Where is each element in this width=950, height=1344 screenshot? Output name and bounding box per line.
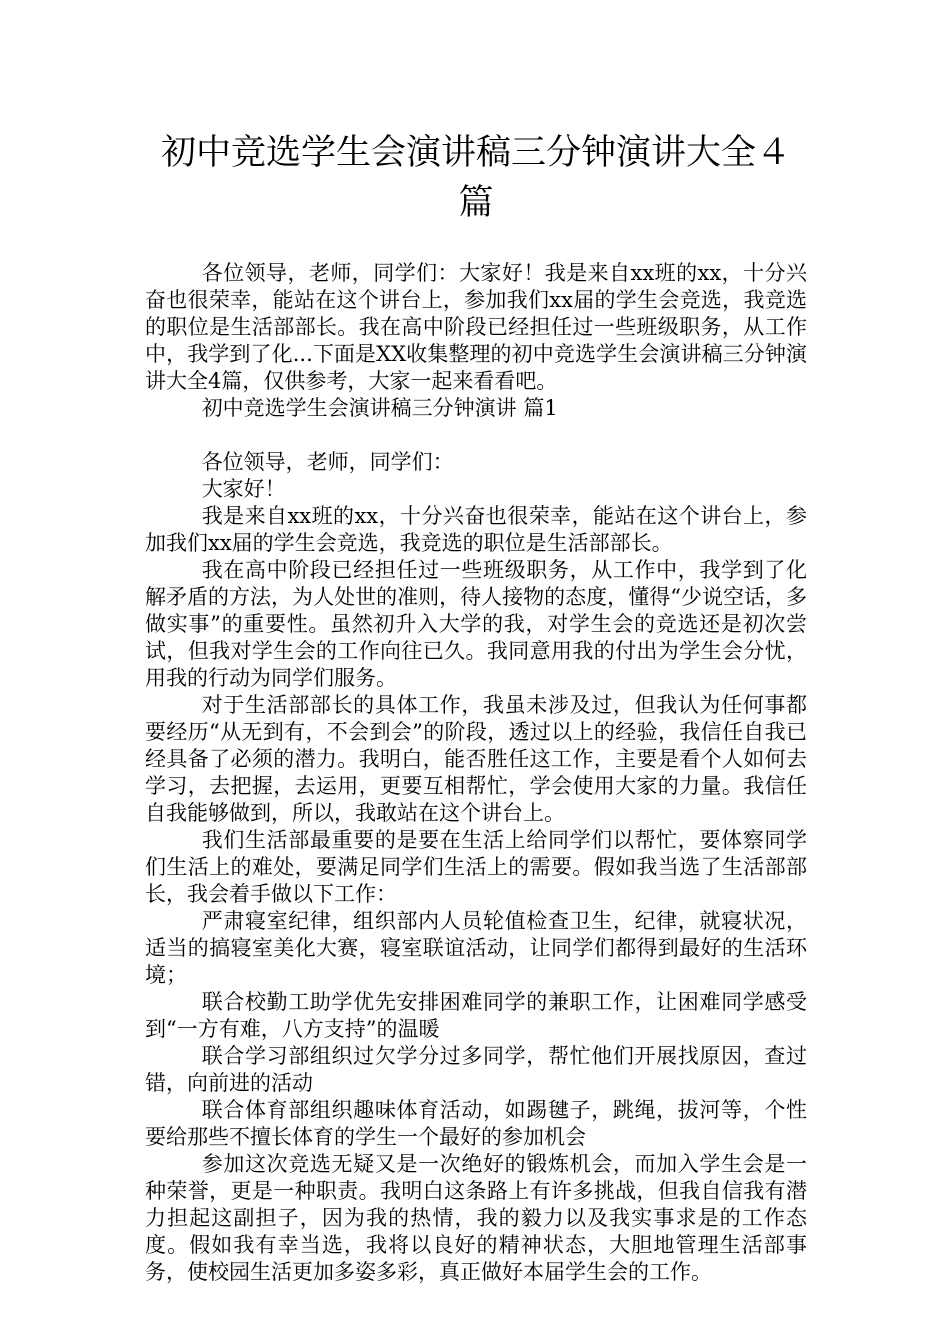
paragraph-conclusion: 参加这次竞选无疑又是一次绝好的锻炼机会，而加入学生会是一种荣誉，更是一种职责。我明白这条路上有许多挑战，但我自信我有潜力担起这副担子，因为我的热情，我的毅力以及我实事求是的工作态度。假如我有幸当选，我将以良好的精神状态，大胆地管理生活部事务，使校园生活更加多姿多彩，真正做好本届学生会的工作。 [145, 1152, 807, 1284]
section-heading: 初中竞选学生会演讲稿三分钟演讲 篇1 [201, 396, 558, 420]
paragraph-plan-dorm: 严肃寝室纪律，组织部内人员轮值检查卫生，纪律，就寝状况，适当的搞寝室美化大赛，寝室联谊活动，让同学们都得到最好的生活环境； [145, 909, 807, 987]
paragraph-capability: 对于生活部部长的具体工作，我虽未涉及过，但我认为任何事都要经历“从无到有，不会到会”的阶段，透过以上的经验，我信任自我已经具备了必须的潜力。我明白，能否胜任这工作，主要是看个人如何去学习，去把握，去运用，更要互相帮忙，学会使用大家的力量。我信任自我能够做到，所以，我敢站在这个讲台上。 [145, 693, 807, 825]
paragraph-self-intro: 我是来自xx班的xx，十分兴奋也很荣幸，能站在这个讲台上，参加我们xx届的学生会竞选，我竞选的职位是生活部部长。 [145, 504, 807, 555]
document-title: 初中竞选学生会演讲稿三分钟演讲大全４篇 [160, 133, 791, 223]
paragraph-hello: 大家好！ [201, 477, 286, 501]
paragraph-plan-sports: 联合体育部组织趣味体育活动，如踢毽子，跳绳，拔河等，个性要给那些不擅长体育的学生一个最好的参加机会 [145, 1098, 807, 1149]
paragraph-plan-workstudy: 联合校勤工助学优先安排困难同学的兼职工作，让困难同学感受到“一方有难，八方支持”的温暖 [145, 990, 807, 1041]
blank-line [145, 422, 807, 449]
paragraph-greeting: 各位领导，老师，同学们： [201, 450, 454, 474]
document-page [145, 128, 807, 1286]
paragraph-duties: 我们生活部最重要的是要在生活上给同学们以帮忙，要体察同学们生活上的难处，要满足同学们生活上的需要。假如我当选了生活部部长，我会着手做以下工作： [145, 828, 807, 906]
paragraph-plan-study: 联合学习部组织过欠学分过多同学，帮忙他们开展找原因，查过错，向前进的活动 [145, 1044, 807, 1095]
intro-paragraph: 各位领导，老师，同学们：大家好！我是来自xx班的xx，十分兴奋也很荣幸，能站在这个讲台上，参加我们xx届的学生会竞选，我竞选的职位是生活部部长。我在高中阶段已经担任过一些班级职务，从工作中，我学到了化...下面是XX收集整理的初中竞选学生会演讲稿三分钟演讲大全4篇，仅供参考，大家一起来看看吧。 [145, 261, 807, 393]
paragraph-experience: 我在高中阶段已经担任过一些班级职务，从工作中，我学到了化解矛盾的方法，为人处世的准则，待人接物的态度，懂得“少说空话，多做实事”的重要性。虽然初升入大学的我，对学生会的竞选还是初次尝试，但我对学生会的工作向往已久。我同意用我的付出为学生会分忧，用我的行动为同学们服务。 [145, 558, 807, 690]
